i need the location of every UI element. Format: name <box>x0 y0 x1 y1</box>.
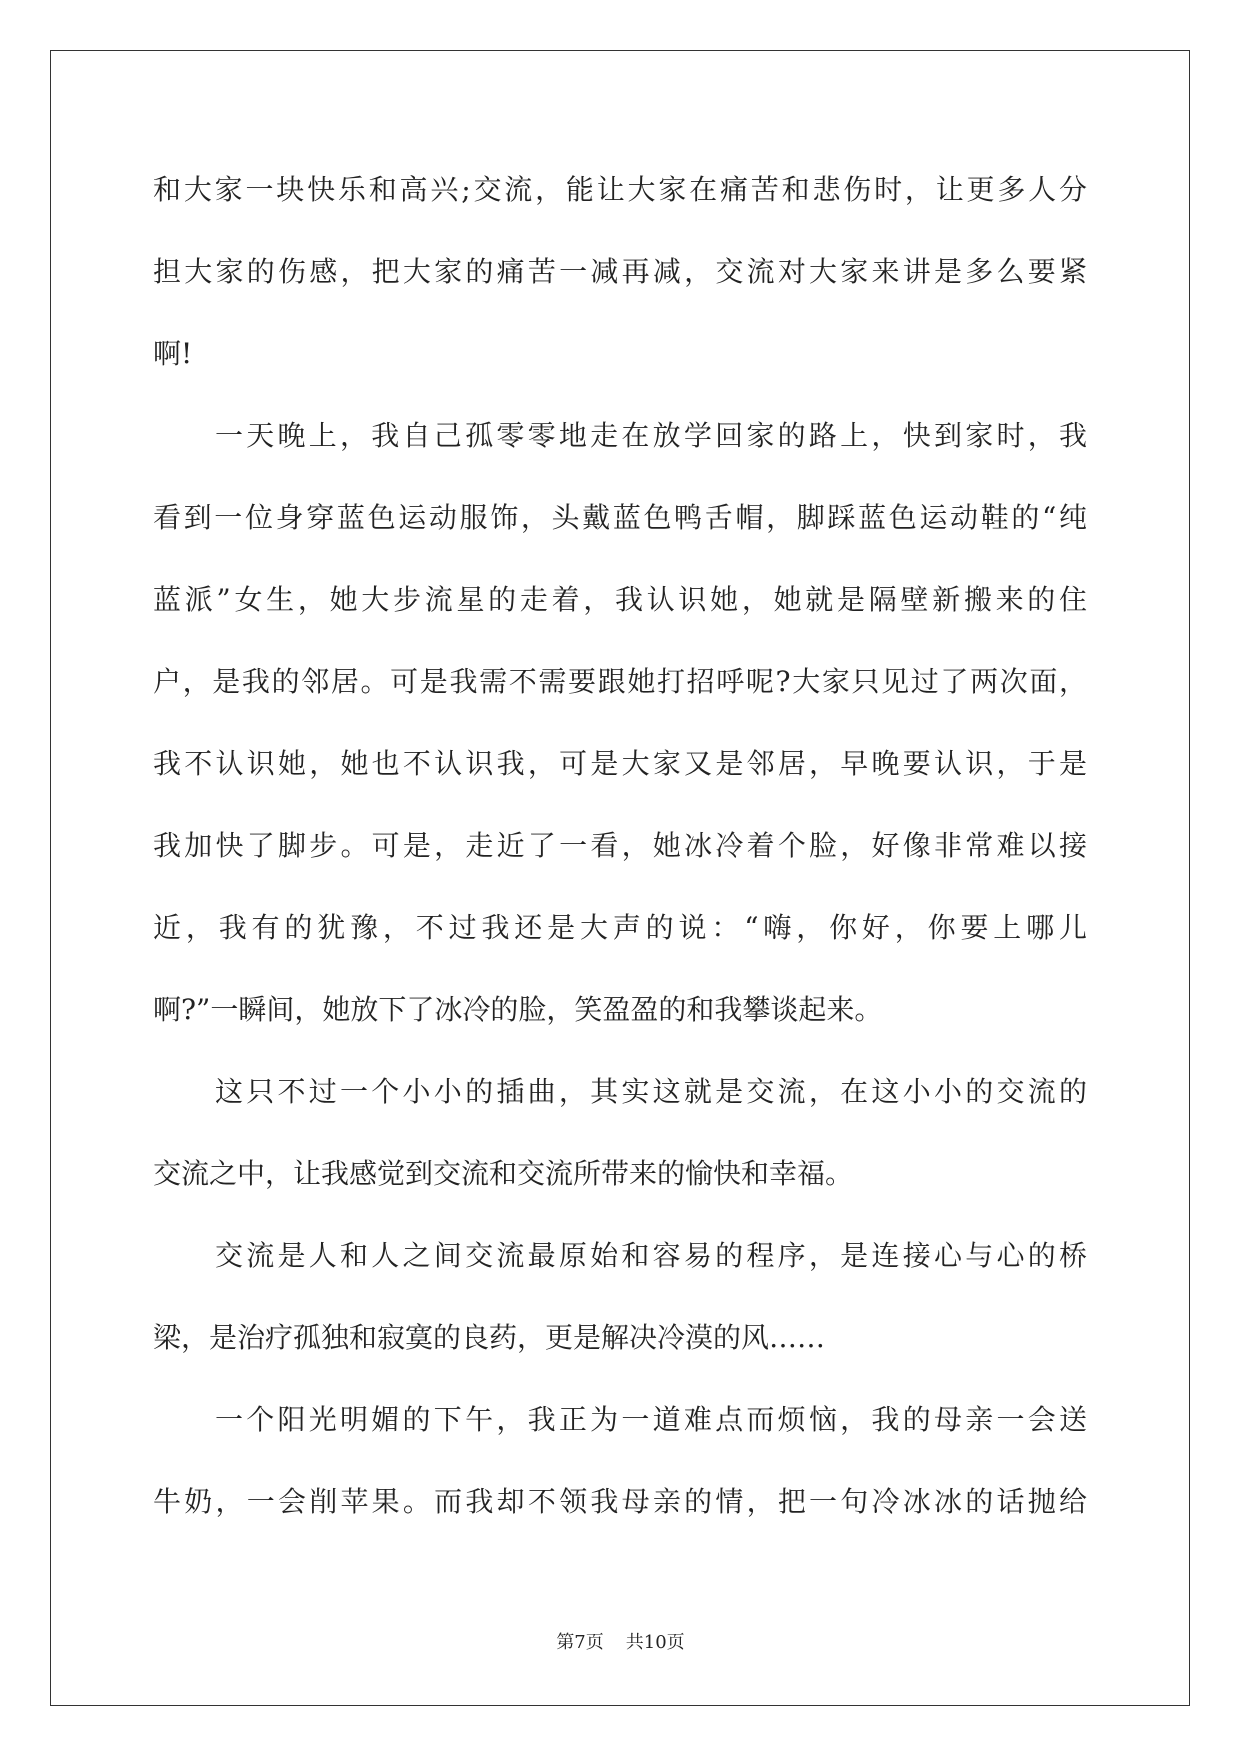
text-line: 啊?”一瞬间，她放下了冰冷的脸，笑盈盈的和我攀谈起来。 <box>153 993 883 1026</box>
page-total: 共10页 <box>625 1632 685 1653</box>
text-line: 交流是人和人之间交流最原始和容易的程序，是连接心与心的桥 <box>215 1239 1087 1272</box>
page-footer <box>0 1630 1241 1656</box>
text-line: 这只不过一个小小的插曲，其实这就是交流，在这小小的交流的 <box>215 1075 1087 1108</box>
paragraph <box>153 1051 1087 1215</box>
text-line: 蓝派”女生，她大步流星的走着，我认识她，她就是隔壁新搬来的住 <box>153 583 1087 616</box>
text-line: 户，是我的邻居。可是我需不需要跟她打招呼呢?大家只见过了两次面， <box>153 665 1087 698</box>
text-line: 交流之中，让我感觉到交流和交流所带来的愉快和幸福。 <box>153 1157 854 1190</box>
document-body <box>153 149 1087 1543</box>
text-line: 我不认识她，她也不认识我，可是大家又是邻居，早晚要认识，于是 <box>153 747 1087 780</box>
text-line: 一个阳光明媚的下午，我正为一道难点而烦恼，我的母亲一会送 <box>215 1403 1087 1436</box>
text-line: 近，我有的犹豫，不过我还是大声的说：“嗨，你好，你要上哪儿 <box>153 911 1087 944</box>
text-line: 啊! <box>153 337 193 370</box>
text-line: 一天晚上，我自己孤零零地走在放学回家的路上，快到家时，我 <box>215 419 1087 452</box>
text-line: 看到一位身穿蓝色运动服饰，头戴蓝色鸭舌帽，脚踩蓝色运动鞋的“纯 <box>153 501 1087 534</box>
page-number: 第7页 <box>556 1632 604 1653</box>
paragraph <box>153 1215 1087 1379</box>
text-line: 我加快了脚步。可是，走近了一看，她冰冷着个脸，好像非常难以接 <box>153 829 1087 862</box>
paragraph <box>153 395 1087 1051</box>
paragraph <box>153 1379 1087 1543</box>
text-line: 梁，是治疗孤独和寂寞的良药，更是解决冷漠的风…… <box>153 1321 826 1354</box>
text-line: 担大家的伤感，把大家的痛苦一减再减，交流对大家来讲是多么要紧 <box>153 255 1087 288</box>
text-line: 牛奶，一会削苹果。而我却不领我母亲的情，把一句冷冰冰的话抛给 <box>153 1485 1087 1518</box>
paragraph <box>153 149 1087 395</box>
text-line: 和大家一块快乐和高兴;交流，能让大家在痛苦和悲伤时，让更多人分 <box>153 173 1087 206</box>
